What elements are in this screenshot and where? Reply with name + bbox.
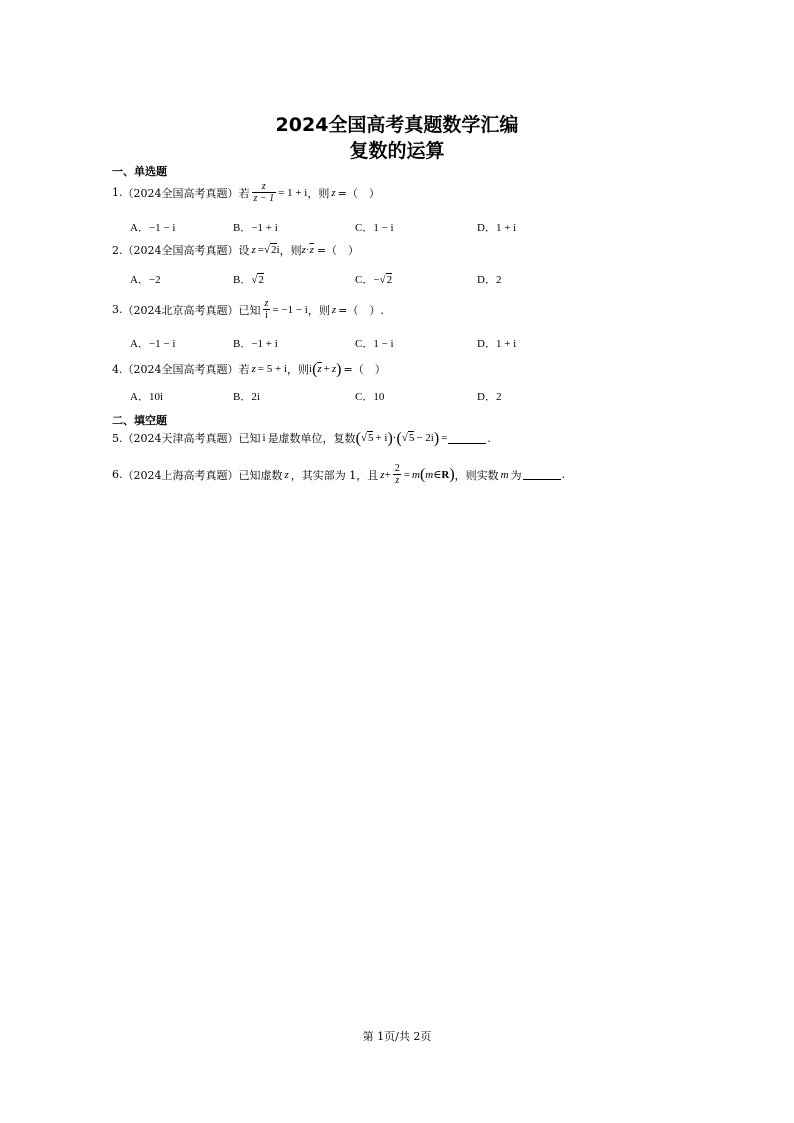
q4-option-a: A．10i xyxy=(130,391,163,403)
question-3: 3. （2024北京高考真题） 已知 $\frac{z}{i}$ = −1 − i ，则 z =（ ）. xyxy=(112,298,384,321)
q2-option-c: C．−√2 xyxy=(355,274,393,286)
q1-option-d: D．1 + i xyxy=(477,222,517,234)
q1-option-b: B．−1 + i xyxy=(233,222,278,234)
fraction: $\frac{2}{z}$ xyxy=(394,463,400,486)
q2-option-d: D．2 xyxy=(477,274,502,286)
question-5: 5. （2024天津高考真题） 已知 i 是虚数单位，复数 ( √5 + i ) · ( √5 − 2i ) = . xyxy=(112,429,491,447)
doc-title: 2024全国高考真题数学汇编 xyxy=(275,114,519,136)
question-1: 1. （2024全国高考真题） 若 $\frac{z}{z - 1}$ = 1 + i ，则 z =（ ） xyxy=(112,181,380,204)
q2-option-a: A．−2 xyxy=(130,274,161,286)
q4-option-b: B．2i xyxy=(233,391,260,403)
q2-option-b: B．√2 xyxy=(233,274,264,286)
q3-option-b: B．−1 + i xyxy=(233,338,278,350)
page-footer: 第 1页/共 2页 xyxy=(362,1030,432,1043)
section-heading-fill-blank: 二、填空题 xyxy=(112,414,167,427)
answer-blank xyxy=(523,469,561,480)
question-4: 4. （2024全国高考真题） 若 z = 5 + i ，则 i ( $\overline{z}$ + z ) =（ ） xyxy=(112,360,386,378)
q1-option-c: C．1 − i xyxy=(355,222,394,234)
section-heading-single-choice: 一、单选题 xyxy=(112,165,167,178)
doc-subtitle: 复数的运算 xyxy=(349,140,445,162)
q4-option-c: C．10 xyxy=(355,391,385,403)
answer-blank xyxy=(448,433,486,444)
fraction: $\frac{z}{i}$ xyxy=(264,298,269,321)
question-2: 2. （2024全国高考真题） 设 z = √2 i ，则 z · $\overline{z}$ =（ ） xyxy=(112,243,360,257)
q3-option-d: D．1 + i xyxy=(477,338,517,350)
fraction: $\frac{z}{z - 1}$ xyxy=(253,181,275,204)
q3-option-c: C．1 − i xyxy=(355,338,394,350)
q4-option-d: D．2 xyxy=(477,391,502,403)
q1-option-a: A．−1 − i xyxy=(130,222,176,234)
q3-option-a: A．−1 − i xyxy=(130,338,176,350)
question-6: 6. （2024上海高考真题） 已知虚数 z ，其实部为 1，且 z + $\frac{2}{z}$ = m ( m ∈ R ) ，则实数 m 为 . xyxy=(112,463,566,486)
sqrt-expression: √2 xyxy=(264,244,277,256)
